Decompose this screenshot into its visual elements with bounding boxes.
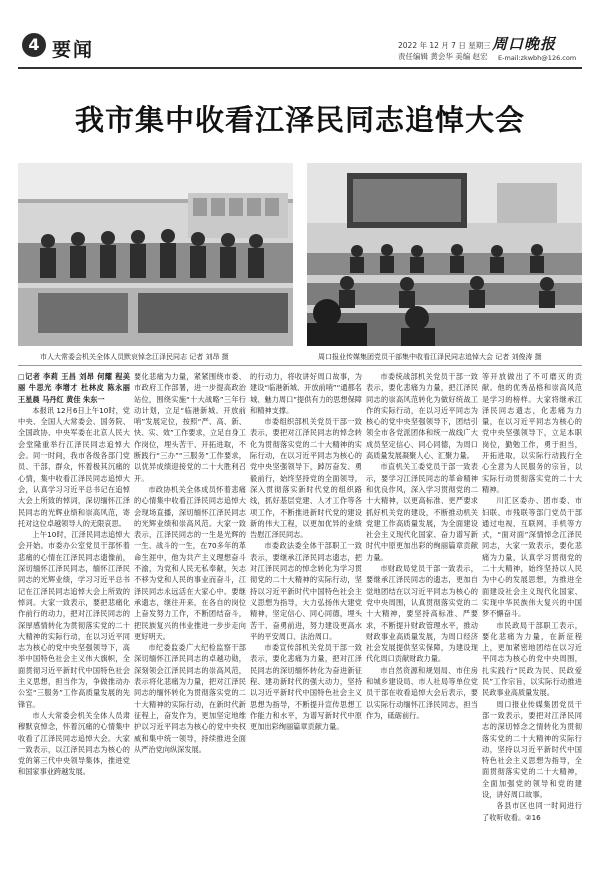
article-paragraph: 市政协机关全体成员怀着悲痛的心情集中收看江泽民同志追悼大会现场直播，深切缅怀江泽民同志的光辉业绩和崇高风范。大家一致表示，江泽民同志的一生是光辉的一生、战斗的一生，在70多年的革命生涯中，他为共产主义理想奋斗不渝，为党和人民无私奉献，矢志不移为党和人民的事业而奋斗，江泽民同志永远活在大家心中。要继承遗志，继往开来，在各自的岗位上奋发努力工作，不断团结奋斗，把民族复兴的伟业推进一步步走向更好明天。 bbox=[134, 484, 246, 641]
section-title: 要闻 bbox=[52, 39, 95, 61]
contact-email: E-mail:zkwbh@126.com bbox=[498, 54, 577, 62]
article-paragraph: 市纪委监委广大纪检监察干部深切缅怀江泽民同志的卓越功勋，深刻领会江泽民同志的崇高风范，表示将化悲痛为力量，把对江泽民同志的缅怀转化为贯彻落实党的二十大精神的实际行动，在新时代新征程上，奋发作为，更加坚定地维护以习近平同志为核心的党中央权威和集中统一领导，持续推进全面从严治党向纵深发展。 bbox=[134, 643, 246, 754]
article-paragraph: 市自然资源和规划局、市住房和城乡建设局、市人社局等单位党员干部在收看追悼大会后表示，要以实际行动缅怀江泽民同志，担当作为，砥砺前行。 bbox=[366, 665, 478, 720]
issue-editors: 责任编辑 黄会华 美编 赵宏 bbox=[398, 52, 488, 61]
article-paragraph: 市委政法委全体干部职工一致表示，要继承江泽民同志遗志，把对江泽民同志的悼念转化为学习贯彻党的二十大精神的实际行动，坚持以习近平新时代中国特色社会主义思想为指导，大力弘扬伟大建党精神，坚定信心、同心同德，埋头苦干、奋勇前进，努力建设更高水平的平安周口、法治周口。 bbox=[250, 541, 362, 641]
article-paragraph: 市财政局党员干部一致表示，要继承江泽民同志的遗志，更加自觉地团结在以习近平同志为核心的党中央周围，认真贯彻落实党的二十大精神，要坚持高标准、严要求，不断提升财政管理水平，推动财政事业高质量发展，为周口经济社会发展提供坚实保障，为建设现代化周口贡献财政力量。 bbox=[366, 564, 478, 664]
article-column-2 bbox=[134, 371, 246, 886]
article-paragraph: 的行动力，将收讲好周口故事，为建设“临港新城、开放前哨”“通都名城、魅力周口”提供有力的思想保障和精神支撑。 bbox=[250, 372, 362, 415]
photo-caption-1: 市人大常委会机关全体人员默哀悼念江泽民同志 记者 刘昂 摄 bbox=[40, 353, 229, 361]
article-byline: □记者 李莉 王昌 刘昂 何耀 程美丽 牛思光 李增才 杜林皮 陈永丽 王星晨 马丹红 黄佳 朱东一 bbox=[18, 372, 130, 404]
article-column-4 bbox=[366, 371, 478, 886]
photo-npc-mourning bbox=[18, 163, 293, 346]
photo-npc-mourning-image bbox=[18, 163, 293, 346]
article-paragraph: 上午10时，江泽民同志追悼大会开始。市委办公室党员干部怀着悲痛的心情在江泽民同志遗像前，深切缅怀江泽民同志，缅怀江泽民同志的光辉业绩，学习习近平总书记在江泽民同志追悼大会上所致的悼词。大家一致表示，要把悲痛化作前行的动力，把对江泽民同志的深厚感情转化为贯彻落实党的二十大精神的实际行动，在以习近平同志为核心的党中央坚强领导下，高举中国特色社会主义伟大旗帜，全面贯彻习近平新时代中国特色社会主义思想，担当作为，争做推动办公室“三服务”工作高质量发展的先锋官。 bbox=[18, 530, 130, 709]
page-number-badge: 4 bbox=[22, 33, 46, 57]
article-paragraph: 市委宣传部机关党员干部一致表示，要化悲痛为力量，把对江泽民同志的深切缅怀转化为奋进新征程、建功新时代的强大动力，坚持以习近平新时代中国特色社会主义思想为指导，不断提升宣传思想工作能力和水平，为谱写新时代中原更加出彩绚丽篇章贡献力量。 bbox=[250, 643, 362, 732]
issue-meta bbox=[398, 40, 491, 62]
article-column-3 bbox=[250, 371, 362, 886]
article-paragraph: 市民政局干部职工表示，要化悲痛为力量，在新征程上，更加紧密地团结在以习近平同志为核心的党中央周围，扎实践行“民政为民、民政爱民”工作宗旨，以实际行动推进民政事业高质量发展。 bbox=[482, 620, 582, 698]
article-paragraph: 各县市区也同一时间进行了收听收看。②16 bbox=[482, 801, 582, 822]
article-paragraph: 川汇区委办、团市委、市妇联、市残联等部门党员干部通过电视、互联网、手机等方式，“面对面”深情悼念江泽民同志，大家一致表示，要化悲痛为力量，认真学习贯彻党的二十大精神，始终坚持以人民为中心的发展思想，为推进全面建设社会主义现代化国家、实现中华民族伟大复兴的中国梦不懈奋斗。 bbox=[482, 496, 582, 619]
header-rule bbox=[18, 67, 582, 69]
article-paragraph: 等开放做出了不可磨灭的贡献。他的优秀品格和崇高风范是学习的榜样。大家将继承江泽民同志遗志，化悲痛为力量，在以习近平同志为核心的党中央坚强领导下，立足本职岗位，勤勉工作，勇于担当，开拓进取，以实际行动践行全心全意为人民服务的宗旨，以实际行动贯彻落实党的二十大精神。 bbox=[482, 372, 582, 494]
article-paragraph: 本报讯 12月6日上午10时，党中央、全国人大常委会、国务院、全国政协、中央军委在北京人民大会堂隆重举行江泽民同志追悼大会。同一时间，我市各级各部门党员、干部、群众，怀着极其沉痛的心情，集中收看江泽民同志追悼大会，认真学习习近平总书记在追悼大会上所致的悼词，深切缅怀江泽民同志的光辉业绩和崇高风范，寄托对这位卓越领导人的无限哀思。 bbox=[18, 405, 130, 528]
masthead-logo: 周口晚报 bbox=[492, 35, 557, 53]
article-column-5 bbox=[482, 371, 582, 886]
article-column-1 bbox=[18, 371, 130, 886]
page-header bbox=[0, 0, 600, 70]
article-paragraph: 市委组织部机关党员干部一致表示，要把对江泽民同志的悼念转化为贯彻落实党的二十大精神的实际行动，在以习近平同志为核心的党中央坚强领导下，踔厉奋发、勇毅前行，始终坚持党的全面领导，深入贯彻落实新时代党的组织路线，抓好基层党建、人才工作等各项工作，不断推进新时代党的建设新的伟大工程，以更加优异的业绩告慰江泽民同志。 bbox=[250, 417, 362, 540]
article-paragraph: 市直机关工委党员干部一致表示，要学习江泽民同志的革命精神和优良作风，深入学习贯彻党的二十大精神，以更高标准、更严要求抓好机关党的建设，不断推动机关党建工作高质量发展，为全面建设社会主义现代化国家、奋力谱写新时代中原更加出彩的绚丽篇章贡献力量。 bbox=[366, 462, 478, 562]
photo-media-group-image bbox=[307, 163, 582, 346]
caption-divider bbox=[18, 365, 582, 366]
article-paragraph: 市人大常委会机关全体人员肃穆默哀悼念，怀着沉痛的心情集中收看了江泽民同志追悼大会。大家一致表示，以江泽民同志为核心的党的第三代中央领导集体，推进党和国家事业跨越发展。 bbox=[18, 710, 130, 777]
article-paragraph: 要化悲痛为力量，紧紧围绕市委、市政府工作部署，进一步提高政治站位，围绕实施“十大战略”三年行动计划，立足“临港新城、开放前哨”发展定位，按照“严、高、新、快、实、效”工作要求，立足自身工作岗位，埋头苦干、开拓进取，不断践行“三办”“三服务”工作要求，以优异成绩迎接党的二十大胜利召开。 bbox=[134, 372, 246, 483]
article-paragraph: 市委统战部机关党员干部一致表示，要化悲痛为力量，把江泽民同志的崇高风范转化为做好统战工作的实际行动，在以习近平同志为核心的党中央坚强领导下，团结引领全市各党派团体和统一战线广大成员坚定信心、同心同德，为周口高质量发展凝聚人心、汇聚力量。 bbox=[366, 372, 478, 461]
issue-date: 2022 年 12 月 7 日 星期三 bbox=[398, 41, 491, 50]
photo-caption-2: 周口报业传媒集团党员干部集中收看江泽民同志追悼大会 记者 刘俊涛 摄 bbox=[318, 353, 542, 361]
article-headline: 我市集中收看江泽民同志追悼大会 bbox=[74, 103, 525, 137]
article-paragraph: 周口报业传媒集团党员干部一致表示，要把对江泽民同志的深切悼念之情转化为贯彻落实党的二十大精神的实际行动，坚持以习近平新时代中国特色社会主义思想为指导，全面贯彻落实党的二十大精神，全面加强党的领导和党的建设，讲好周口故事。 bbox=[482, 699, 582, 799]
photo-media-group-watching bbox=[307, 163, 582, 346]
